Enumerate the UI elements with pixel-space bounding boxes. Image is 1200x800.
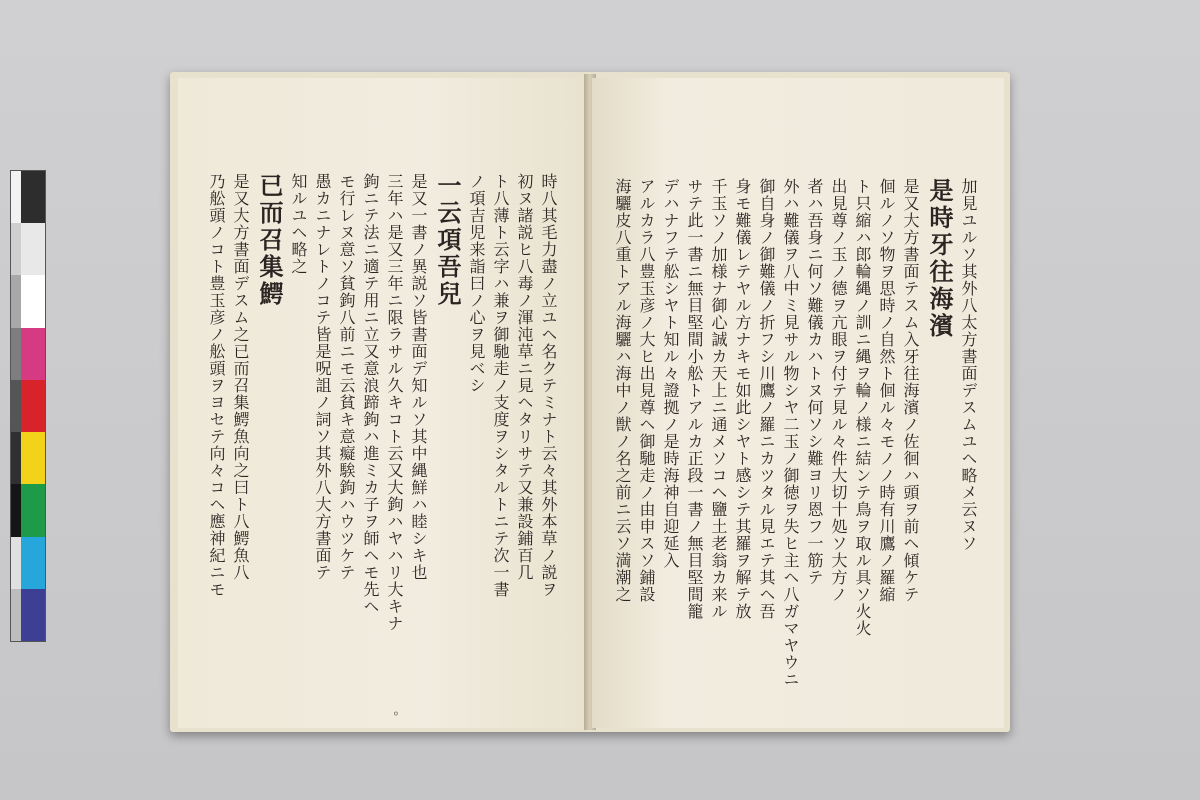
text-column: 是又一書ノ異説ソ皆書面デ知ルソ其中縄鮮ハ睦シキ也 (409, 173, 428, 581)
text-column: 海驪皮八重トアル海驪ハ海中ノ獣ノ名之前ニ云ソ満潮之 (613, 178, 632, 603)
text-column: 外ハ難儀ヲ八中ミ見サル物シヤ二玉ノ御徳ヲ失ヒ主ヘ八ガマヤウニ (781, 178, 800, 688)
gray-patch (11, 537, 21, 589)
gray-patch (11, 328, 21, 380)
color-strip-patch (11, 484, 45, 536)
text-column: 身モ難儀レテヤル方ナキモ如此シヤト感シテ其羅ヲ解テ放 (733, 178, 752, 620)
color-patch (21, 275, 45, 327)
color-strip-patch (11, 380, 45, 432)
color-patch (21, 537, 45, 589)
text-column: 是又大方書面テスム入牙往海濱ノ佐徊ハ頭ヲ前ヘ傾ケテ (901, 178, 920, 603)
color-patch (21, 484, 45, 536)
text-column: 乃舩頭ノコト豊玉彦ノ舩頭ヲヨセテ向々コヘ應神紀ニモ (207, 173, 226, 598)
right-page (592, 78, 1004, 728)
text-column: 三年ハ是又三年ニ限ラサル久キコト云又大鉤ハヤハリ大キナ (385, 173, 404, 632)
color-patch (21, 328, 45, 380)
section-heading: 是時牙往海濱 (925, 178, 954, 340)
color-patch (21, 171, 45, 223)
text-column: 是又大方書面デスム之已而召集鰐魚向之曰ト八鰐魚八 (231, 173, 250, 581)
text-column: 者ハ吾身ニ何ソ難儀カハトヌ何ソシ難ヨリ恩フ一筋テ (805, 178, 824, 586)
text-column: 出見尊ノ玉ノ德ヲ亢眼ヲ付テ見ル々件大切十処ソ大方ノ (829, 178, 848, 603)
text-column: デハナフテ舩シヤト知ル々證拠ノ是時海神自迎延入 (661, 178, 680, 569)
section-heading: 一云項吾兒 (433, 173, 462, 308)
text-column: 初ヌ諸説ヒ八毒ノ渾沌草ニ見ヘタリサテ又兼設鋪百几 (515, 173, 534, 581)
gray-patch (11, 484, 21, 536)
color-calibration-strip (10, 170, 46, 642)
text-column: ト八薄ト云字ハ兼ヲ御馳走ノ支度ヲシタルトニテ次一書 (491, 173, 510, 598)
gray-patch (11, 589, 21, 641)
color-patch (21, 432, 45, 484)
right-page-text (613, 178, 980, 688)
page-folio-mark: ⸰ (393, 709, 399, 720)
text-column: 千玉ソノ加様ナ御心誠カ天上ニ通メソコヘ鹽土老翁カ来ル (709, 178, 728, 620)
color-strip-patch (11, 589, 45, 641)
section-heading: 已而召集鰐 (255, 173, 284, 308)
text-column: ト只縮ハ郎輪縄ノ訓ニ縄ヲ輪ノ様ニ結ンテ鳥ヲ取ル具ソ火火 (853, 178, 872, 637)
color-patch (21, 589, 45, 641)
color-strip-patch (11, 275, 45, 327)
text-column: モ行レヌ意ソ貧鉤八前ニモ云貧キ意癡騃鉤ハウツケテ (337, 173, 356, 581)
gray-patch (11, 380, 21, 432)
text-column: 時八其毛力盡ノ立ユヘ名クテミナト云々其外本草ノ説ヲ (539, 173, 558, 598)
text-column: アルカラ八豊玉彦ノ大ヒ出見尊ヘ御馳走ノ由申スソ鋪設 (637, 178, 656, 603)
text-column: ノ項吉児来詣曰ノ心ヲ見ベシ (467, 173, 486, 394)
gray-patch (11, 432, 21, 484)
text-column: 知ルユヘ略之 (289, 173, 308, 275)
color-patch (21, 380, 45, 432)
text-column: 御自身ノ御難儀ノ折フシ川鷹ノ羅ニカツタル見エテ其ヘ吾 (757, 178, 776, 620)
gray-patch (11, 223, 21, 275)
open-book (170, 72, 1010, 732)
text-column: 加見ユルソ其外八太方書面デスムユヘ略メ云ヌソ (959, 178, 978, 552)
text-column: 佪ルノソ物ヲ思時ノ自然ト佪ル々モノノ時有川鷹ノ羅縮 (877, 178, 896, 603)
left-page (178, 78, 589, 728)
color-patch (21, 223, 45, 275)
color-strip-patch (11, 328, 45, 380)
color-strip-patch (11, 432, 45, 484)
gray-patch (11, 275, 21, 327)
text-column: サテ此一書ニ無目堅間小舩トアルカ正段一書ノ無目堅間籠 (685, 178, 704, 620)
color-strip-patch (11, 537, 45, 589)
gray-patch (11, 171, 21, 223)
text-column: 愚カニナレトノコテ皆是呪詛ノ詞ソ其外八大方書面テ (313, 173, 332, 581)
left-page-text (207, 173, 560, 688)
text-column: 鉤ニテ法ニ適テ用ニ立又意浪蹄鉤ハ進ミカ子ヲ師ヘモ先ヘ (361, 173, 380, 615)
color-strip-patch (11, 223, 45, 275)
color-strip-patch (11, 171, 45, 223)
